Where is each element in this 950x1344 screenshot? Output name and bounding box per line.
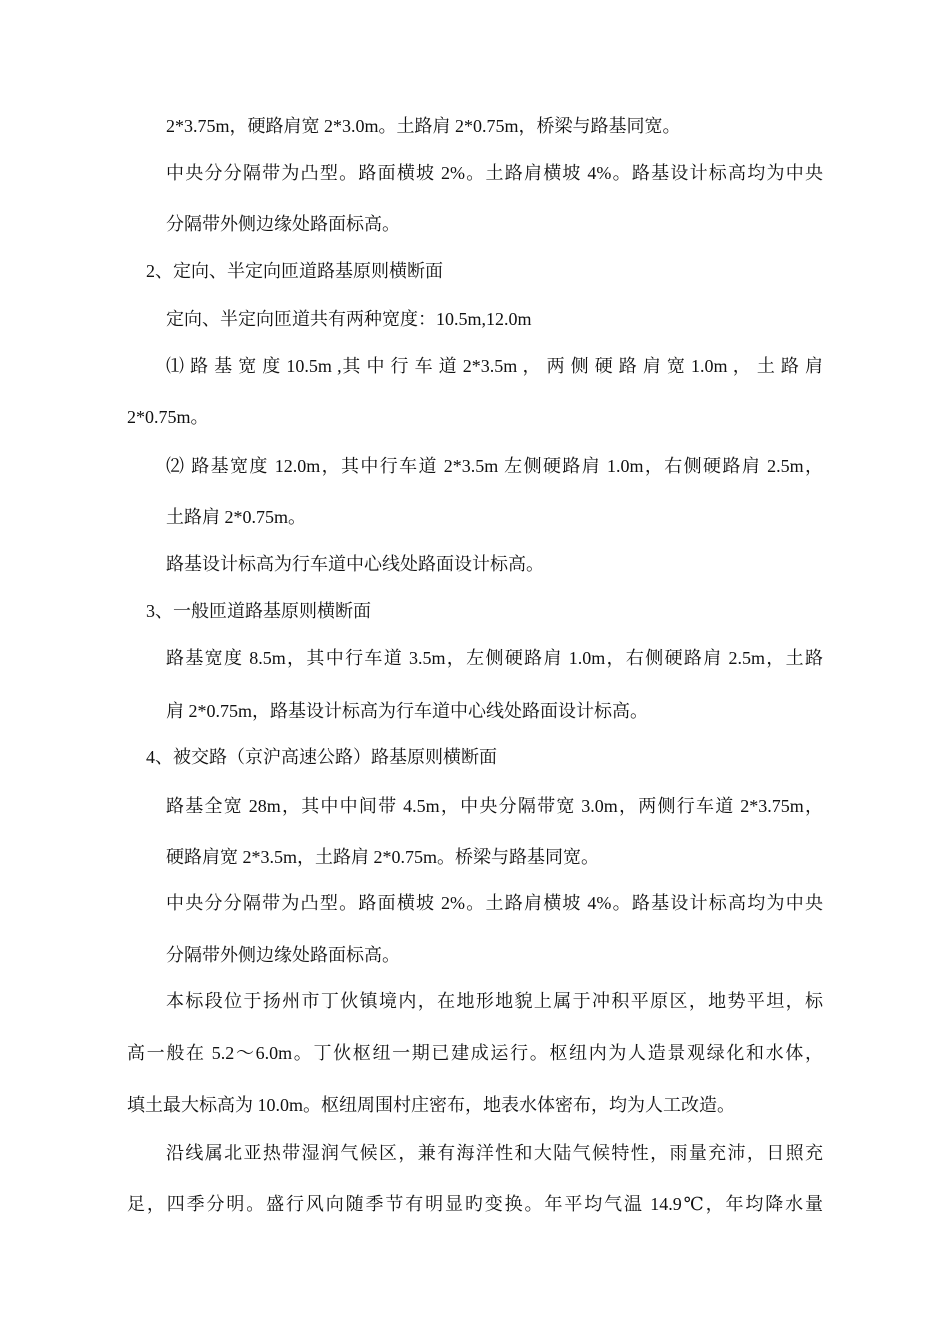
text-line: 2*3.75m，硬路肩宽 2*3.0m。土路肩 2*0.75m，桥梁与路基同宽。 — [166, 116, 681, 136]
text-line: 高一般在 5.2～6.0m。丁伙枢纽一期已建成运行。枢纽内为人造景观绿化和水体， — [127, 1043, 823, 1063]
text-line: 分隔带外侧边缘处路面标高。 — [166, 214, 400, 234]
text-line: 分隔带外侧边缘处路面标高。 — [166, 945, 400, 965]
text-line: 2*0.75m。 — [127, 407, 209, 427]
text-line: 硬路肩宽 2*3.5m，土路肩 2*0.75m。桥梁与路基同宽。 — [166, 847, 600, 867]
section-heading: 4、被交路（京沪高速公路）路基原则横断面 — [146, 747, 497, 767]
text-line: ⑴ 路 基 宽 度 10.5m ,其 中 行 车 道 2*3.5m ， 两 侧 硬 路 肩 宽 1.0m ， 土 路 肩 — [166, 356, 823, 376]
text-line: 肩 2*0.75m，路基设计标高为行车道中心线处路面设计标高。 — [166, 701, 648, 721]
text-line: 沿线属北亚热带湿润气候区，兼有海洋性和大陆气候特性，雨量充沛，日照充 — [166, 1143, 823, 1163]
text-line: 路基设计标高为行车道中心线处路面设计标高。 — [166, 554, 544, 574]
section-heading: 3、一般匝道路基原则横断面 — [146, 601, 371, 621]
section-heading: 2、定向、半定向匝道路基原则横断面 — [146, 261, 443, 281]
text-line: 填土最大标高为 10.0m。枢纽周围村庄密布，地表水体密布，均为人工改造。 — [127, 1095, 735, 1115]
text-line: 定向、半定向匝道共有两种宽度：10.5m,12.0m — [166, 309, 532, 329]
text-line: 土路肩 2*0.75m。 — [166, 507, 307, 527]
text-line: 路基宽度 8.5m，其中行车道 3.5m，左侧硬路肩 1.0m，右侧硬路肩 2.5m，土路 — [166, 648, 823, 668]
text-line: ⑵ 路基宽度 12.0m，其中行车道 2*3.5m 左侧硬路肩 1.0m，右侧硬路肩 2.5m， — [166, 456, 823, 476]
text-line: 足，四季分明。盛行风向随季节有明显旳变换。年平均气温 14.9℃，年均降水量 — [127, 1194, 823, 1214]
text-line: 中央分分隔带为凸型。路面横坡 2%。土路肩横坡 4%。路基设计标高均为中央 — [166, 893, 823, 913]
text-line: 路基全宽 28m，其中中间带 4.5m，中央分隔带宽 3.0m，两侧行车道 2*3.75m， — [166, 796, 823, 816]
text-line: 本标段位于扬州市丁伙镇境内，在地形地貌上属于冲积平原区，地势平坦，标 — [166, 991, 823, 1011]
text-line: 中央分分隔带为凸型。路面横坡 2%。土路肩横坡 4%。路基设计标高均为中央 — [166, 163, 823, 183]
